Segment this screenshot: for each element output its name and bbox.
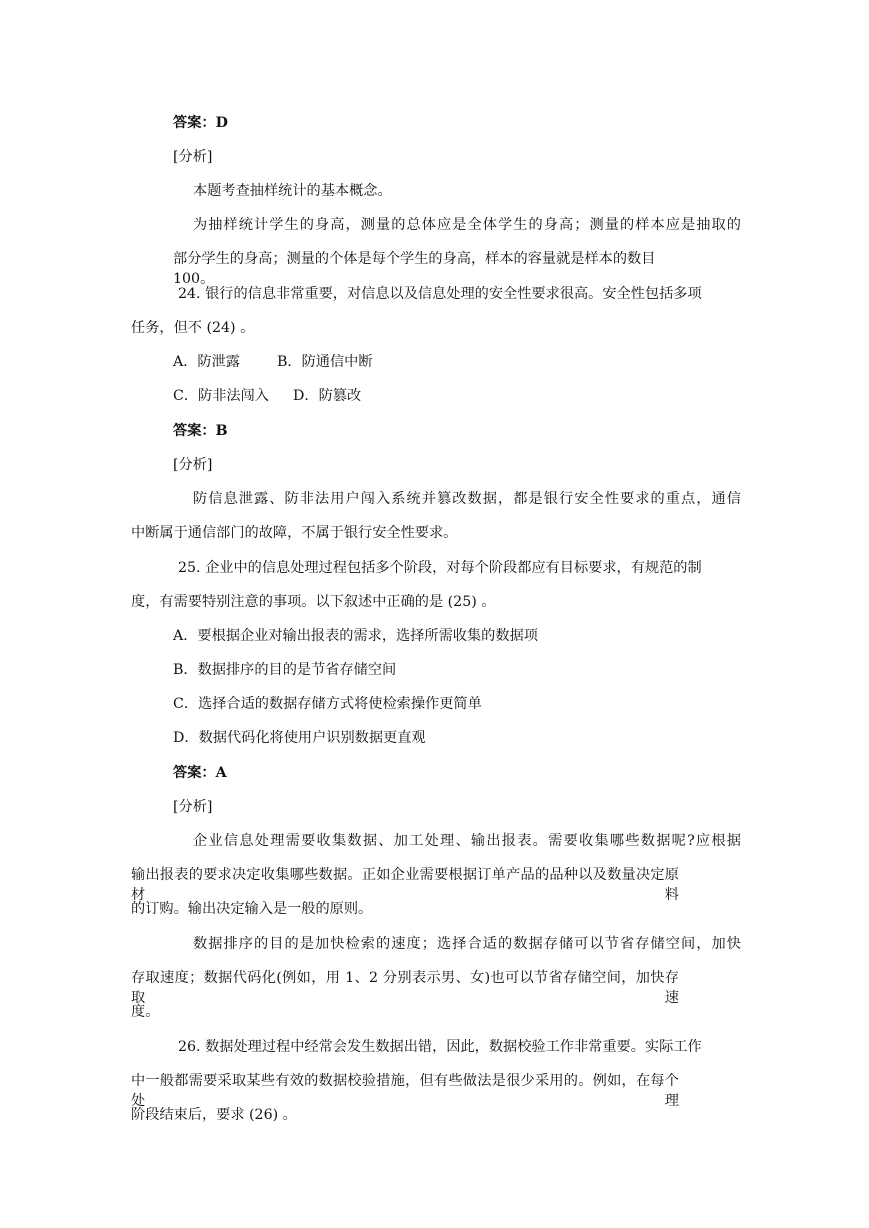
- q25-analysis-line-1: 企业信息处理需要收集数据、加工处理、输出报表。需要收集哪些数据呢?应根据: [193, 833, 741, 849]
- q25-analysis-line-5: 存取速度；数据代码化(例如，用 1、2 分别表示男、女)也可以节省存储空间，加快存取速: [131, 970, 679, 1006]
- q24-option-b: B．防通信中断: [277, 354, 373, 370]
- q24-analysis-line-2: 中断属于通信部门的故障，不属于银行安全性要求。: [131, 525, 458, 541]
- q25-analysis-line-4: 数据排序的目的是加快检索的速度；选择合适的数据存储可以节省存储空间，加快: [193, 936, 741, 952]
- q24-options-row-2: [173, 386, 361, 406]
- q24-stem-line-2: 任务，但不 (24) 。: [131, 320, 255, 336]
- q25-analysis-line-6: 度。: [131, 1004, 160, 1020]
- q25-option-d: D．数据代码化将使用户识别数据更直观: [173, 730, 426, 746]
- q23-answer: 答案：D: [173, 115, 228, 131]
- q24-option-a: A．防泄露: [173, 354, 240, 370]
- q25-answer: 答案：A: [173, 765, 227, 781]
- q24-options-row-1: [173, 352, 373, 372]
- q25-option-c: C．选择合适的数据存储方式将使检索操作更简单: [173, 696, 482, 712]
- q23-analysis-line-1: 本题考查抽样统计的基本概念。: [193, 183, 392, 199]
- q24-analysis-line-1: 防信息泄露、防非法用户闯入系统并篡改数据，都是银行安全性要求的重点，通信: [193, 491, 741, 507]
- q26-stem-line-1: 26. 数据处理过程中经常会发生数据出错，因此，数据校验工作非常重要。实际工作: [178, 1039, 702, 1055]
- q23-analysis-label: [分析]: [173, 149, 213, 165]
- q25-stem-line-1: 25. 企业中的信息处理过程包括多个阶段，对每个阶段都应有目标要求，有规范的制: [178, 560, 702, 576]
- q24-option-c: C．防非法闯入: [173, 388, 269, 404]
- q26-stem-line-2: 中一般都需要采取某些有效的数据校验措施，但有些做法是很少采用的。例如，在每个处理: [131, 1073, 679, 1109]
- q24-analysis-label: [分析]: [173, 457, 213, 473]
- q25-stem-line-2: 度，有需要特别注意的事项。以下叙述中正确的是 (25) 。: [131, 594, 496, 610]
- q25-option-b: B．数据排序的目的是节省存储空间: [173, 662, 397, 678]
- q25-analysis-label: [分析]: [173, 799, 213, 815]
- q26-stem-line-3: 阶段结束后，要求 (26) 。: [131, 1107, 297, 1123]
- q23-analysis-line-3: 部分学生的身高；测量的个体是每个学生的身高，样本的容量就是样本的数目 100。: [173, 251, 656, 287]
- q25-option-a: A．要根据企业对输出报表的需求，选择所需收集的数据项: [173, 628, 538, 644]
- q24-answer: 答案：B: [173, 423, 228, 439]
- q25-analysis-line-3: 的订购。输出决定输入是一般的原则。: [131, 901, 373, 917]
- q23-analysis-line-2: 为抽样统计学生的身高，测量的总体应是全体学生的身高；测量的样本应是抽取的: [193, 217, 741, 233]
- q24-option-d: D．防篡改: [293, 388, 362, 404]
- q24-stem-line-1: 24. 银行的信息非常重要，对信息以及信息处理的安全性要求很高。安全性包括多项: [178, 286, 702, 302]
- q25-analysis-line-2: 输出报表的要求决定收集哪些数据。正如企业需要根据订单产品的品种以及数量决定原材料: [131, 867, 679, 903]
